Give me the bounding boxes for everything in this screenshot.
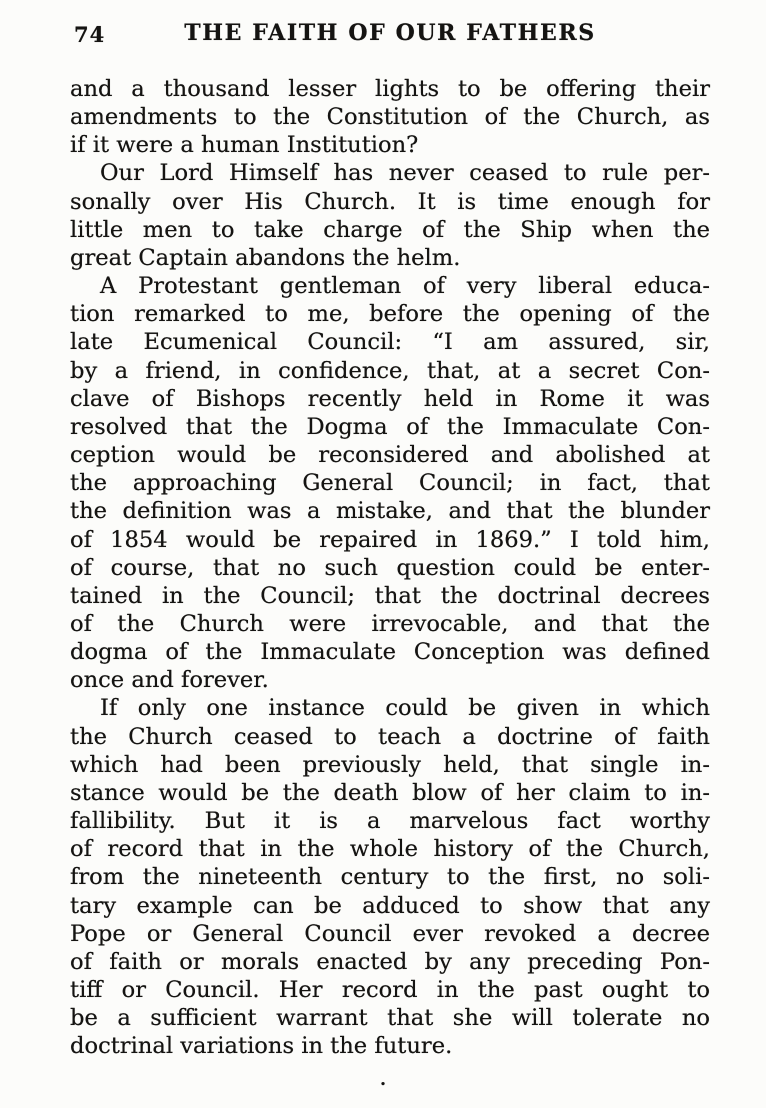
text-line: tion remarked to me, before the opening of the — [70, 301, 710, 328]
text-line: of course, that no such question could be enter- — [70, 554, 710, 581]
text-line: if it were a human Institution? — [70, 132, 419, 159]
text-line: from the nineteenth century to the first, no soli- — [70, 864, 710, 891]
text-line: tary example can be adduced to show that any — [70, 892, 710, 919]
text-line: clave of Bishops recently held in Rome it was — [70, 385, 710, 412]
page-header — [70, 20, 710, 54]
text-line: once and forever. — [70, 667, 269, 694]
text-line: amendments to the Constitution of the Church, as — [70, 104, 710, 131]
text-line: of record that in the whole history of the Church, — [70, 836, 710, 863]
paragraph — [70, 694, 710, 1060]
text-line: stance would be the death blow of her claim to in- — [70, 779, 710, 806]
text-line: resolved that the Dogma of the Immaculate Con- — [70, 413, 710, 440]
text-line: little men to take charge of the Ship when the — [70, 216, 710, 243]
text-line: Pope or General Council ever revoked a decree — [70, 920, 710, 947]
text-line: the definition was a mistake, and that the blunder — [70, 498, 710, 525]
text-line: the Church ceased to teach a doctrine of faith — [70, 723, 710, 750]
paragraph — [70, 159, 710, 272]
text-line: dogma of the Immaculate Conception was defined — [70, 639, 710, 666]
text-line: the approaching General Council; in fact, that — [70, 470, 710, 497]
text-line: sonally over His Church. It is time enough for — [70, 188, 710, 215]
text-line: great Captain abandons the helm. — [70, 244, 461, 271]
running-title: THE FAITH OF OUR FATHERS — [184, 20, 596, 46]
text-line: which had been previously held, that single in- — [70, 751, 710, 778]
text-line: of the Church were irrevocable, and that the — [70, 610, 710, 637]
paragraph — [70, 75, 710, 159]
text-line: fallibility. But it is a marvelous fact worthy — [70, 808, 710, 835]
text-line: A Protestant gentleman of very liberal educa- — [100, 273, 710, 300]
text-line: of 1854 would be repaired in 1869.” I told him, — [70, 526, 710, 553]
page-number: 74 — [74, 22, 106, 47]
text-line: Our Lord Himself has never ceased to rule per- — [100, 160, 710, 187]
text-line: tained in the Council; that the doctrinal decrees — [70, 582, 710, 609]
page-body — [70, 75, 710, 1060]
text-line: by a friend, in confidence, that, at a secret Con- — [70, 357, 710, 384]
text-line: If only one instance could be given in which — [100, 695, 710, 722]
text-line: doctrinal variations in the future. — [70, 1033, 453, 1060]
text-line: and a thousand lesser lights to be offering their — [70, 76, 710, 102]
text-line: of faith or morals enacted by any preceding Pon- — [70, 948, 710, 975]
text-line: late Ecumenical Council: “I am assured, sir, — [70, 329, 710, 356]
text-line: ception would be reconsidered and abolished at — [70, 442, 710, 469]
text-line: tiff or Council. Her record in the past ought to — [70, 977, 710, 1003]
text-line: be a sufficient warrant that she will tolerate no — [70, 1005, 710, 1032]
paragraph — [70, 272, 710, 694]
scan-artifact-dot: . — [379, 1069, 387, 1090]
